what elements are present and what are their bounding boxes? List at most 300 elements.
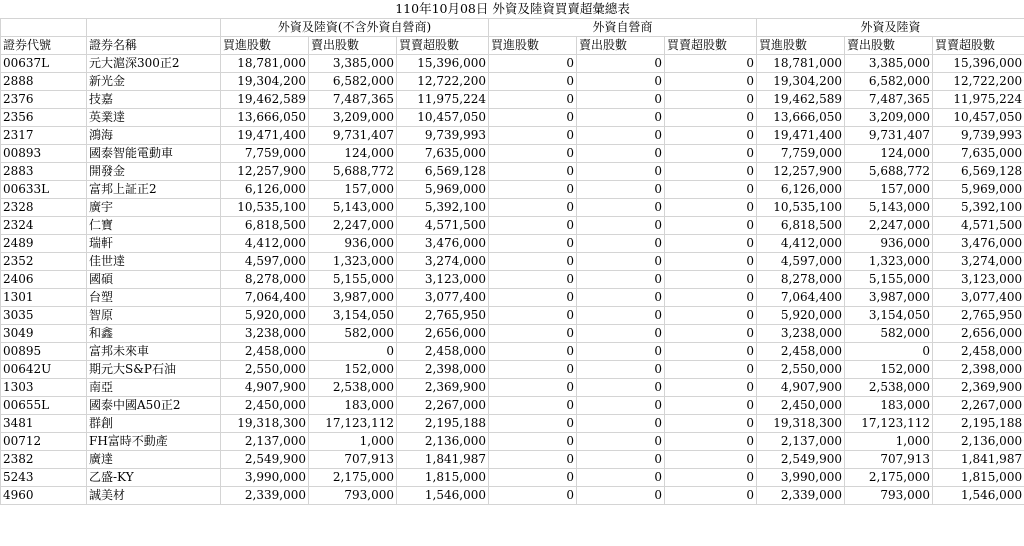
- column-header-net[interactable]: 買賣超股數: [665, 36, 757, 54]
- cell-total-sell[interactable]: 2,175,000: [845, 468, 933, 486]
- cell-dealer-buy[interactable]: 0: [489, 468, 577, 486]
- cell-name[interactable]: 富邦未來車: [87, 342, 221, 360]
- cell-net[interactable]: 15,396,000: [397, 54, 489, 72]
- cell-total-sell[interactable]: 157,000: [845, 180, 933, 198]
- cell-name[interactable]: 國泰中國A50正2: [87, 396, 221, 414]
- cell-dealer-buy[interactable]: 0: [489, 198, 577, 216]
- cell-sell[interactable]: 2,247,000: [309, 216, 397, 234]
- cell-total-sell[interactable]: 9,731,407: [845, 126, 933, 144]
- cell-dealer-net[interactable]: 0: [665, 396, 757, 414]
- cell-name[interactable]: 南亞: [87, 378, 221, 396]
- cell-code[interactable]: 2328: [1, 198, 87, 216]
- cell-total-net[interactable]: 1,815,000: [933, 468, 1024, 486]
- column-header-sell[interactable]: 賣出股數: [845, 36, 933, 54]
- column-header-name[interactable]: 證券名稱: [87, 36, 221, 54]
- cell-total-sell[interactable]: 3,385,000: [845, 54, 933, 72]
- cell-dealer-buy[interactable]: 0: [489, 162, 577, 180]
- cell-dealer-sell[interactable]: 0: [577, 252, 665, 270]
- cell-dealer-sell[interactable]: 0: [577, 450, 665, 468]
- cell-sell[interactable]: 5,688,772: [309, 162, 397, 180]
- cell-net[interactable]: 6,569,128: [397, 162, 489, 180]
- cell-dealer-net[interactable]: 0: [665, 360, 757, 378]
- cell-total-buy[interactable]: 10,535,100: [757, 198, 845, 216]
- cell-code[interactable]: 3035: [1, 306, 87, 324]
- cell-buy[interactable]: 5,920,000: [221, 306, 309, 324]
- cell-total-buy[interactable]: 18,781,000: [757, 54, 845, 72]
- cell-buy[interactable]: 2,137,000: [221, 432, 309, 450]
- cell-code[interactable]: 2382: [1, 450, 87, 468]
- cell-total-buy[interactable]: 19,462,589: [757, 90, 845, 108]
- cell-buy[interactable]: 6,818,500: [221, 216, 309, 234]
- cell-buy[interactable]: 19,304,200: [221, 72, 309, 90]
- cell-dealer-sell[interactable]: 0: [577, 90, 665, 108]
- cell-code[interactable]: 00655L: [1, 396, 87, 414]
- cell-total-net[interactable]: 1,841,987: [933, 450, 1024, 468]
- cell-total-buy[interactable]: 5,920,000: [757, 306, 845, 324]
- cell-net[interactable]: 2,398,000: [397, 360, 489, 378]
- cell-dealer-buy[interactable]: 0: [489, 378, 577, 396]
- cell-dealer-buy[interactable]: 0: [489, 216, 577, 234]
- cell-total-sell[interactable]: 17,123,112: [845, 414, 933, 432]
- cell-total-sell[interactable]: 0: [845, 342, 933, 360]
- cell-dealer-buy[interactable]: 0: [489, 486, 577, 504]
- cell-dealer-net[interactable]: 0: [665, 306, 757, 324]
- cell-dealer-sell[interactable]: 0: [577, 486, 665, 504]
- cell-dealer-net[interactable]: 0: [665, 342, 757, 360]
- cell-buy[interactable]: 6,126,000: [221, 180, 309, 198]
- cell-name[interactable]: 國泰智能電動車: [87, 144, 221, 162]
- cell-total-sell[interactable]: 1,323,000: [845, 252, 933, 270]
- cell-total-buy[interactable]: 4,597,000: [757, 252, 845, 270]
- cell-dealer-net[interactable]: 0: [665, 450, 757, 468]
- cell-total-net[interactable]: 3,476,000: [933, 234, 1024, 252]
- cell-sell[interactable]: 936,000: [309, 234, 397, 252]
- cell-dealer-buy[interactable]: 0: [489, 234, 577, 252]
- cell-total-buy[interactable]: 2,450,000: [757, 396, 845, 414]
- cell-dealer-buy[interactable]: 0: [489, 450, 577, 468]
- cell-dealer-net[interactable]: 0: [665, 432, 757, 450]
- cell-code[interactable]: 00633L: [1, 180, 87, 198]
- cell-dealer-net[interactable]: 0: [665, 198, 757, 216]
- cell-total-buy[interactable]: 4,412,000: [757, 234, 845, 252]
- cell-name[interactable]: 仁寶: [87, 216, 221, 234]
- cell-name[interactable]: 乙盛-KY: [87, 468, 221, 486]
- cell-buy[interactable]: 13,666,050: [221, 108, 309, 126]
- cell-dealer-net[interactable]: 0: [665, 252, 757, 270]
- cell-net[interactable]: 10,457,050: [397, 108, 489, 126]
- cell-sell[interactable]: 2,538,000: [309, 378, 397, 396]
- cell-dealer-net[interactable]: 0: [665, 288, 757, 306]
- cell-net[interactable]: 2,267,000: [397, 396, 489, 414]
- cell-dealer-net[interactable]: 0: [665, 324, 757, 342]
- cell-net[interactable]: 1,815,000: [397, 468, 489, 486]
- cell-dealer-buy[interactable]: 0: [489, 108, 577, 126]
- cell-total-buy[interactable]: 19,304,200: [757, 72, 845, 90]
- cell-total-net[interactable]: 1,546,000: [933, 486, 1024, 504]
- cell-total-sell[interactable]: 5,155,000: [845, 270, 933, 288]
- cell-total-sell[interactable]: 5,143,000: [845, 198, 933, 216]
- cell-name[interactable]: 國碩: [87, 270, 221, 288]
- cell-sell[interactable]: 152,000: [309, 360, 397, 378]
- table-row: [1, 252, 1024, 270]
- table-row: [1, 360, 1024, 378]
- page-title[interactable]: 110年10月08日 外資及陸資買賣超彙總表: [395, 1, 630, 17]
- cell-dealer-buy[interactable]: 0: [489, 324, 577, 342]
- cell-dealer-buy[interactable]: 0: [489, 396, 577, 414]
- cell-dealer-buy[interactable]: 0: [489, 414, 577, 432]
- cell-total-sell[interactable]: 936,000: [845, 234, 933, 252]
- cell-total-buy[interactable]: 2,549,900: [757, 450, 845, 468]
- cell-dealer-sell[interactable]: 0: [577, 72, 665, 90]
- empty-cell[interactable]: [87, 18, 221, 36]
- cell-code[interactable]: 2317: [1, 126, 87, 144]
- cell-buy[interactable]: 4,907,900: [221, 378, 309, 396]
- cell-code[interactable]: 2489: [1, 234, 87, 252]
- cell-buy[interactable]: 18,781,000: [221, 54, 309, 72]
- cell-code[interactable]: 2324: [1, 216, 87, 234]
- cell-sell[interactable]: 793,000: [309, 486, 397, 504]
- cell-total-net[interactable]: 3,274,000: [933, 252, 1024, 270]
- cell-net[interactable]: 11,975,224: [397, 90, 489, 108]
- cell-total-buy[interactable]: 7,064,400: [757, 288, 845, 306]
- cell-total-sell[interactable]: 1,000: [845, 432, 933, 450]
- cell-total-sell[interactable]: 6,582,000: [845, 72, 933, 90]
- cell-total-buy[interactable]: 2,458,000: [757, 342, 845, 360]
- cell-buy[interactable]: 2,339,000: [221, 486, 309, 504]
- cell-buy[interactable]: 3,238,000: [221, 324, 309, 342]
- cell-dealer-buy[interactable]: 0: [489, 90, 577, 108]
- cell-dealer-net[interactable]: 0: [665, 378, 757, 396]
- cell-code[interactable]: 00895: [1, 342, 87, 360]
- cell-net[interactable]: 2,458,000: [397, 342, 489, 360]
- cell-net[interactable]: 4,571,500: [397, 216, 489, 234]
- cell-name[interactable]: 佳世達: [87, 252, 221, 270]
- cell-net[interactable]: 3,274,000: [397, 252, 489, 270]
- cell-buy[interactable]: 2,549,900: [221, 450, 309, 468]
- cell-dealer-buy[interactable]: 0: [489, 54, 577, 72]
- cell-code[interactable]: 3481: [1, 414, 87, 432]
- cell-total-sell[interactable]: 3,209,000: [845, 108, 933, 126]
- cell-name[interactable]: 瑞軒: [87, 234, 221, 252]
- cell-total-net[interactable]: 6,569,128: [933, 162, 1024, 180]
- cell-dealer-net[interactable]: 0: [665, 414, 757, 432]
- cell-total-net[interactable]: 2,136,000: [933, 432, 1024, 450]
- cell-total-net[interactable]: 12,722,200: [933, 72, 1024, 90]
- cell-dealer-buy[interactable]: 0: [489, 342, 577, 360]
- cell-total-buy[interactable]: 6,818,500: [757, 216, 845, 234]
- cell-total-buy[interactable]: 8,278,000: [757, 270, 845, 288]
- cell-dealer-net[interactable]: 0: [665, 180, 757, 198]
- cell-total-buy[interactable]: 3,990,000: [757, 468, 845, 486]
- cell-dealer-sell[interactable]: 0: [577, 108, 665, 126]
- cell-dealer-sell[interactable]: 0: [577, 306, 665, 324]
- cell-total-buy[interactable]: 2,550,000: [757, 360, 845, 378]
- group-header-foreign-total[interactable]: 外資及陸資: [757, 18, 1024, 36]
- cell-dealer-buy[interactable]: 0: [489, 432, 577, 450]
- cell-sell[interactable]: 7,487,365: [309, 90, 397, 108]
- column-header-row: [1, 36, 1024, 54]
- table-row: [1, 126, 1024, 144]
- cell-code[interactable]: 5243: [1, 468, 87, 486]
- cell-dealer-net[interactable]: 0: [665, 486, 757, 504]
- group-header-foreign-excl-dealer[interactable]: 外資及陸資(不含外資自營商): [221, 18, 489, 36]
- cell-net[interactable]: 9,739,993: [397, 126, 489, 144]
- cell-buy[interactable]: 2,450,000: [221, 396, 309, 414]
- cell-total-net[interactable]: 15,396,000: [933, 54, 1024, 72]
- column-header-net[interactable]: 買賣超股數: [933, 36, 1024, 54]
- cell-dealer-sell[interactable]: 0: [577, 162, 665, 180]
- cell-dealer-sell[interactable]: 0: [577, 126, 665, 144]
- cell-sell[interactable]: 0: [309, 342, 397, 360]
- cell-net[interactable]: 1,546,000: [397, 486, 489, 504]
- cell-net[interactable]: 2,369,900: [397, 378, 489, 396]
- cell-dealer-net[interactable]: 0: [665, 126, 757, 144]
- cell-code[interactable]: 00893: [1, 144, 87, 162]
- cell-net[interactable]: 12,722,200: [397, 72, 489, 90]
- empty-cell[interactable]: [1, 18, 87, 36]
- cell-dealer-net[interactable]: 0: [665, 144, 757, 162]
- cell-code[interactable]: 2352: [1, 252, 87, 270]
- cell-total-net[interactable]: 9,739,993: [933, 126, 1024, 144]
- cell-total-buy[interactable]: 3,238,000: [757, 324, 845, 342]
- cell-dealer-buy[interactable]: 0: [489, 144, 577, 162]
- cell-name[interactable]: 廣達: [87, 450, 221, 468]
- cell-net[interactable]: 2,136,000: [397, 432, 489, 450]
- table-row: [1, 234, 1024, 252]
- cell-net[interactable]: 5,969,000: [397, 180, 489, 198]
- cell-sell[interactable]: 2,175,000: [309, 468, 397, 486]
- cell-sell[interactable]: 157,000: [309, 180, 397, 198]
- cell-net[interactable]: 3,476,000: [397, 234, 489, 252]
- cell-dealer-sell[interactable]: 0: [577, 270, 665, 288]
- cell-total-sell[interactable]: 7,487,365: [845, 90, 933, 108]
- cell-sell[interactable]: 3,209,000: [309, 108, 397, 126]
- cell-total-sell[interactable]: 3,987,000: [845, 288, 933, 306]
- cell-dealer-sell[interactable]: 0: [577, 216, 665, 234]
- cell-code[interactable]: 2356: [1, 108, 87, 126]
- cell-total-buy[interactable]: 4,907,900: [757, 378, 845, 396]
- cell-total-buy[interactable]: 13,666,050: [757, 108, 845, 126]
- cell-dealer-buy[interactable]: 0: [489, 72, 577, 90]
- cell-name[interactable]: 元大滬深300正2: [87, 54, 221, 72]
- cell-dealer-sell[interactable]: 0: [577, 54, 665, 72]
- cell-dealer-buy[interactable]: 0: [489, 126, 577, 144]
- cell-sell[interactable]: 1,000: [309, 432, 397, 450]
- table-row: [1, 162, 1024, 180]
- cell-sell[interactable]: 17,123,112: [309, 414, 397, 432]
- cell-dealer-sell[interactable]: 0: [577, 144, 665, 162]
- cell-buy[interactable]: 3,990,000: [221, 468, 309, 486]
- cell-total-sell[interactable]: 124,000: [845, 144, 933, 162]
- cell-total-buy[interactable]: 6,126,000: [757, 180, 845, 198]
- cell-dealer-sell[interactable]: 0: [577, 324, 665, 342]
- cell-total-buy[interactable]: 19,318,300: [757, 414, 845, 432]
- cell-buy[interactable]: 12,257,900: [221, 162, 309, 180]
- cell-total-net[interactable]: 2,398,000: [933, 360, 1024, 378]
- cell-sell[interactable]: 3,987,000: [309, 288, 397, 306]
- cell-dealer-buy[interactable]: 0: [489, 252, 577, 270]
- cell-name[interactable]: 開發金: [87, 162, 221, 180]
- cell-total-sell[interactable]: 2,247,000: [845, 216, 933, 234]
- cell-sell[interactable]: 5,143,000: [309, 198, 397, 216]
- cell-total-sell[interactable]: 5,688,772: [845, 162, 933, 180]
- cell-code[interactable]: 3049: [1, 324, 87, 342]
- cell-total-net[interactable]: 5,969,000: [933, 180, 1024, 198]
- cell-name[interactable]: 新光金: [87, 72, 221, 90]
- cell-total-net[interactable]: 2,656,000: [933, 324, 1024, 342]
- cell-name[interactable]: FH富時不動產: [87, 432, 221, 450]
- cell-buy[interactable]: 4,412,000: [221, 234, 309, 252]
- cell-name[interactable]: 技嘉: [87, 90, 221, 108]
- cell-net[interactable]: 2,195,188: [397, 414, 489, 432]
- cell-sell[interactable]: 707,913: [309, 450, 397, 468]
- cell-dealer-buy[interactable]: 0: [489, 270, 577, 288]
- cell-sell[interactable]: 6,582,000: [309, 72, 397, 90]
- cell-dealer-sell[interactable]: 0: [577, 432, 665, 450]
- cell-total-buy[interactable]: 19,471,400: [757, 126, 845, 144]
- cell-code[interactable]: 00712: [1, 432, 87, 450]
- cell-total-net[interactable]: 5,392,100: [933, 198, 1024, 216]
- cell-dealer-buy[interactable]: 0: [489, 360, 577, 378]
- cell-dealer-buy[interactable]: 0: [489, 306, 577, 324]
- cell-total-net[interactable]: 7,635,000: [933, 144, 1024, 162]
- cell-total-net[interactable]: 4,571,500: [933, 216, 1024, 234]
- cell-dealer-sell[interactable]: 0: [577, 378, 665, 396]
- cell-dealer-sell[interactable]: 0: [577, 234, 665, 252]
- cell-dealer-sell[interactable]: 0: [577, 180, 665, 198]
- cell-name[interactable]: 台塑: [87, 288, 221, 306]
- cell-dealer-net[interactable]: 0: [665, 90, 757, 108]
- cell-buy[interactable]: 8,278,000: [221, 270, 309, 288]
- cell-total-buy[interactable]: 12,257,900: [757, 162, 845, 180]
- column-header-buy[interactable]: 買進股數: [489, 36, 577, 54]
- column-header-sell[interactable]: 賣出股數: [309, 36, 397, 54]
- cell-dealer-net[interactable]: 0: [665, 54, 757, 72]
- cell-name[interactable]: 誠美材: [87, 486, 221, 504]
- cell-dealer-sell[interactable]: 0: [577, 360, 665, 378]
- cell-sell[interactable]: 9,731,407: [309, 126, 397, 144]
- cell-code[interactable]: 2406: [1, 270, 87, 288]
- cell-buy[interactable]: 19,471,400: [221, 126, 309, 144]
- cell-code[interactable]: 2376: [1, 90, 87, 108]
- cell-total-net[interactable]: 2,765,950: [933, 306, 1024, 324]
- cell-dealer-sell[interactable]: 0: [577, 468, 665, 486]
- cell-code[interactable]: 00642U: [1, 360, 87, 378]
- cell-buy[interactable]: 2,458,000: [221, 342, 309, 360]
- cell-total-sell[interactable]: 152,000: [845, 360, 933, 378]
- cell-net[interactable]: 3,123,000: [397, 270, 489, 288]
- cell-total-net[interactable]: 2,369,900: [933, 378, 1024, 396]
- cell-sell[interactable]: 3,385,000: [309, 54, 397, 72]
- cell-name[interactable]: 鴻海: [87, 126, 221, 144]
- cell-sell[interactable]: 5,155,000: [309, 270, 397, 288]
- column-header-buy[interactable]: 買進股數: [757, 36, 845, 54]
- cell-total-sell[interactable]: 582,000: [845, 324, 933, 342]
- cell-code[interactable]: 00637L: [1, 54, 87, 72]
- cell-buy[interactable]: 19,318,300: [221, 414, 309, 432]
- cell-sell[interactable]: 582,000: [309, 324, 397, 342]
- cell-total-net[interactable]: 2,458,000: [933, 342, 1024, 360]
- cell-buy[interactable]: 7,759,000: [221, 144, 309, 162]
- cell-sell[interactable]: 183,000: [309, 396, 397, 414]
- cell-buy[interactable]: 4,597,000: [221, 252, 309, 270]
- cell-dealer-net[interactable]: 0: [665, 468, 757, 486]
- cell-total-net[interactable]: 3,123,000: [933, 270, 1024, 288]
- cell-buy[interactable]: 7,064,400: [221, 288, 309, 306]
- cell-dealer-sell[interactable]: 0: [577, 396, 665, 414]
- cell-total-sell[interactable]: 3,154,050: [845, 306, 933, 324]
- cell-total-net[interactable]: 10,457,050: [933, 108, 1024, 126]
- cell-name[interactable]: 富邦上証正2: [87, 180, 221, 198]
- cell-code[interactable]: 1301: [1, 288, 87, 306]
- cell-dealer-net[interactable]: 0: [665, 162, 757, 180]
- cell-sell[interactable]: 3,154,050: [309, 306, 397, 324]
- cell-dealer-buy[interactable]: 0: [489, 288, 577, 306]
- cell-net[interactable]: 2,656,000: [397, 324, 489, 342]
- cell-net[interactable]: 7,635,000: [397, 144, 489, 162]
- cell-code[interactable]: 4960: [1, 486, 87, 504]
- cell-dealer-net[interactable]: 0: [665, 72, 757, 90]
- cell-total-net[interactable]: 3,077,400: [933, 288, 1024, 306]
- table-row: [1, 378, 1024, 396]
- cell-total-sell[interactable]: 2,538,000: [845, 378, 933, 396]
- cell-buy[interactable]: 19,462,589: [221, 90, 309, 108]
- cell-sell[interactable]: 1,323,000: [309, 252, 397, 270]
- cell-net[interactable]: 2,765,950: [397, 306, 489, 324]
- table-row: [1, 216, 1024, 234]
- cell-name[interactable]: 廣宇: [87, 198, 221, 216]
- cell-total-buy[interactable]: 2,137,000: [757, 432, 845, 450]
- cell-total-net[interactable]: 2,267,000: [933, 396, 1024, 414]
- cell-name[interactable]: 智原: [87, 306, 221, 324]
- column-header-net[interactable]: 買賣超股數: [397, 36, 489, 54]
- column-header-sell[interactable]: 賣出股數: [577, 36, 665, 54]
- cell-name[interactable]: 期元大S&P石油: [87, 360, 221, 378]
- cell-dealer-sell[interactable]: 0: [577, 288, 665, 306]
- column-header-buy[interactable]: 買進股數: [221, 36, 309, 54]
- cell-buy[interactable]: 2,550,000: [221, 360, 309, 378]
- cell-dealer-sell[interactable]: 0: [577, 414, 665, 432]
- cell-dealer-net[interactable]: 0: [665, 270, 757, 288]
- cell-sell[interactable]: 124,000: [309, 144, 397, 162]
- cell-dealer-net[interactable]: 0: [665, 234, 757, 252]
- cell-dealer-net[interactable]: 0: [665, 216, 757, 234]
- cell-total-buy[interactable]: 7,759,000: [757, 144, 845, 162]
- cell-total-sell[interactable]: 793,000: [845, 486, 933, 504]
- cell-total-sell[interactable]: 707,913: [845, 450, 933, 468]
- cell-dealer-sell[interactable]: 0: [577, 342, 665, 360]
- cell-code[interactable]: 1303: [1, 378, 87, 396]
- cell-name[interactable]: 群創: [87, 414, 221, 432]
- cell-net[interactable]: 3,077,400: [397, 288, 489, 306]
- cell-dealer-sell[interactable]: 0: [577, 198, 665, 216]
- column-header-code[interactable]: 證券代號: [1, 36, 87, 54]
- cell-code[interactable]: 2888: [1, 72, 87, 90]
- cell-net[interactable]: 1,841,987: [397, 450, 489, 468]
- cell-name[interactable]: 英業達: [87, 108, 221, 126]
- cell-net[interactable]: 5,392,100: [397, 198, 489, 216]
- cell-name[interactable]: 和鑫: [87, 324, 221, 342]
- cell-dealer-buy[interactable]: 0: [489, 180, 577, 198]
- group-header-foreign-dealer[interactable]: 外資自營商: [489, 18, 757, 36]
- cell-total-net[interactable]: 11,975,224: [933, 90, 1024, 108]
- cell-buy[interactable]: 10,535,100: [221, 198, 309, 216]
- cell-total-net[interactable]: 2,195,188: [933, 414, 1024, 432]
- cell-total-buy[interactable]: 2,339,000: [757, 486, 845, 504]
- cell-dealer-net[interactable]: 0: [665, 108, 757, 126]
- cell-total-sell[interactable]: 183,000: [845, 396, 933, 414]
- cell-code[interactable]: 2883: [1, 162, 87, 180]
